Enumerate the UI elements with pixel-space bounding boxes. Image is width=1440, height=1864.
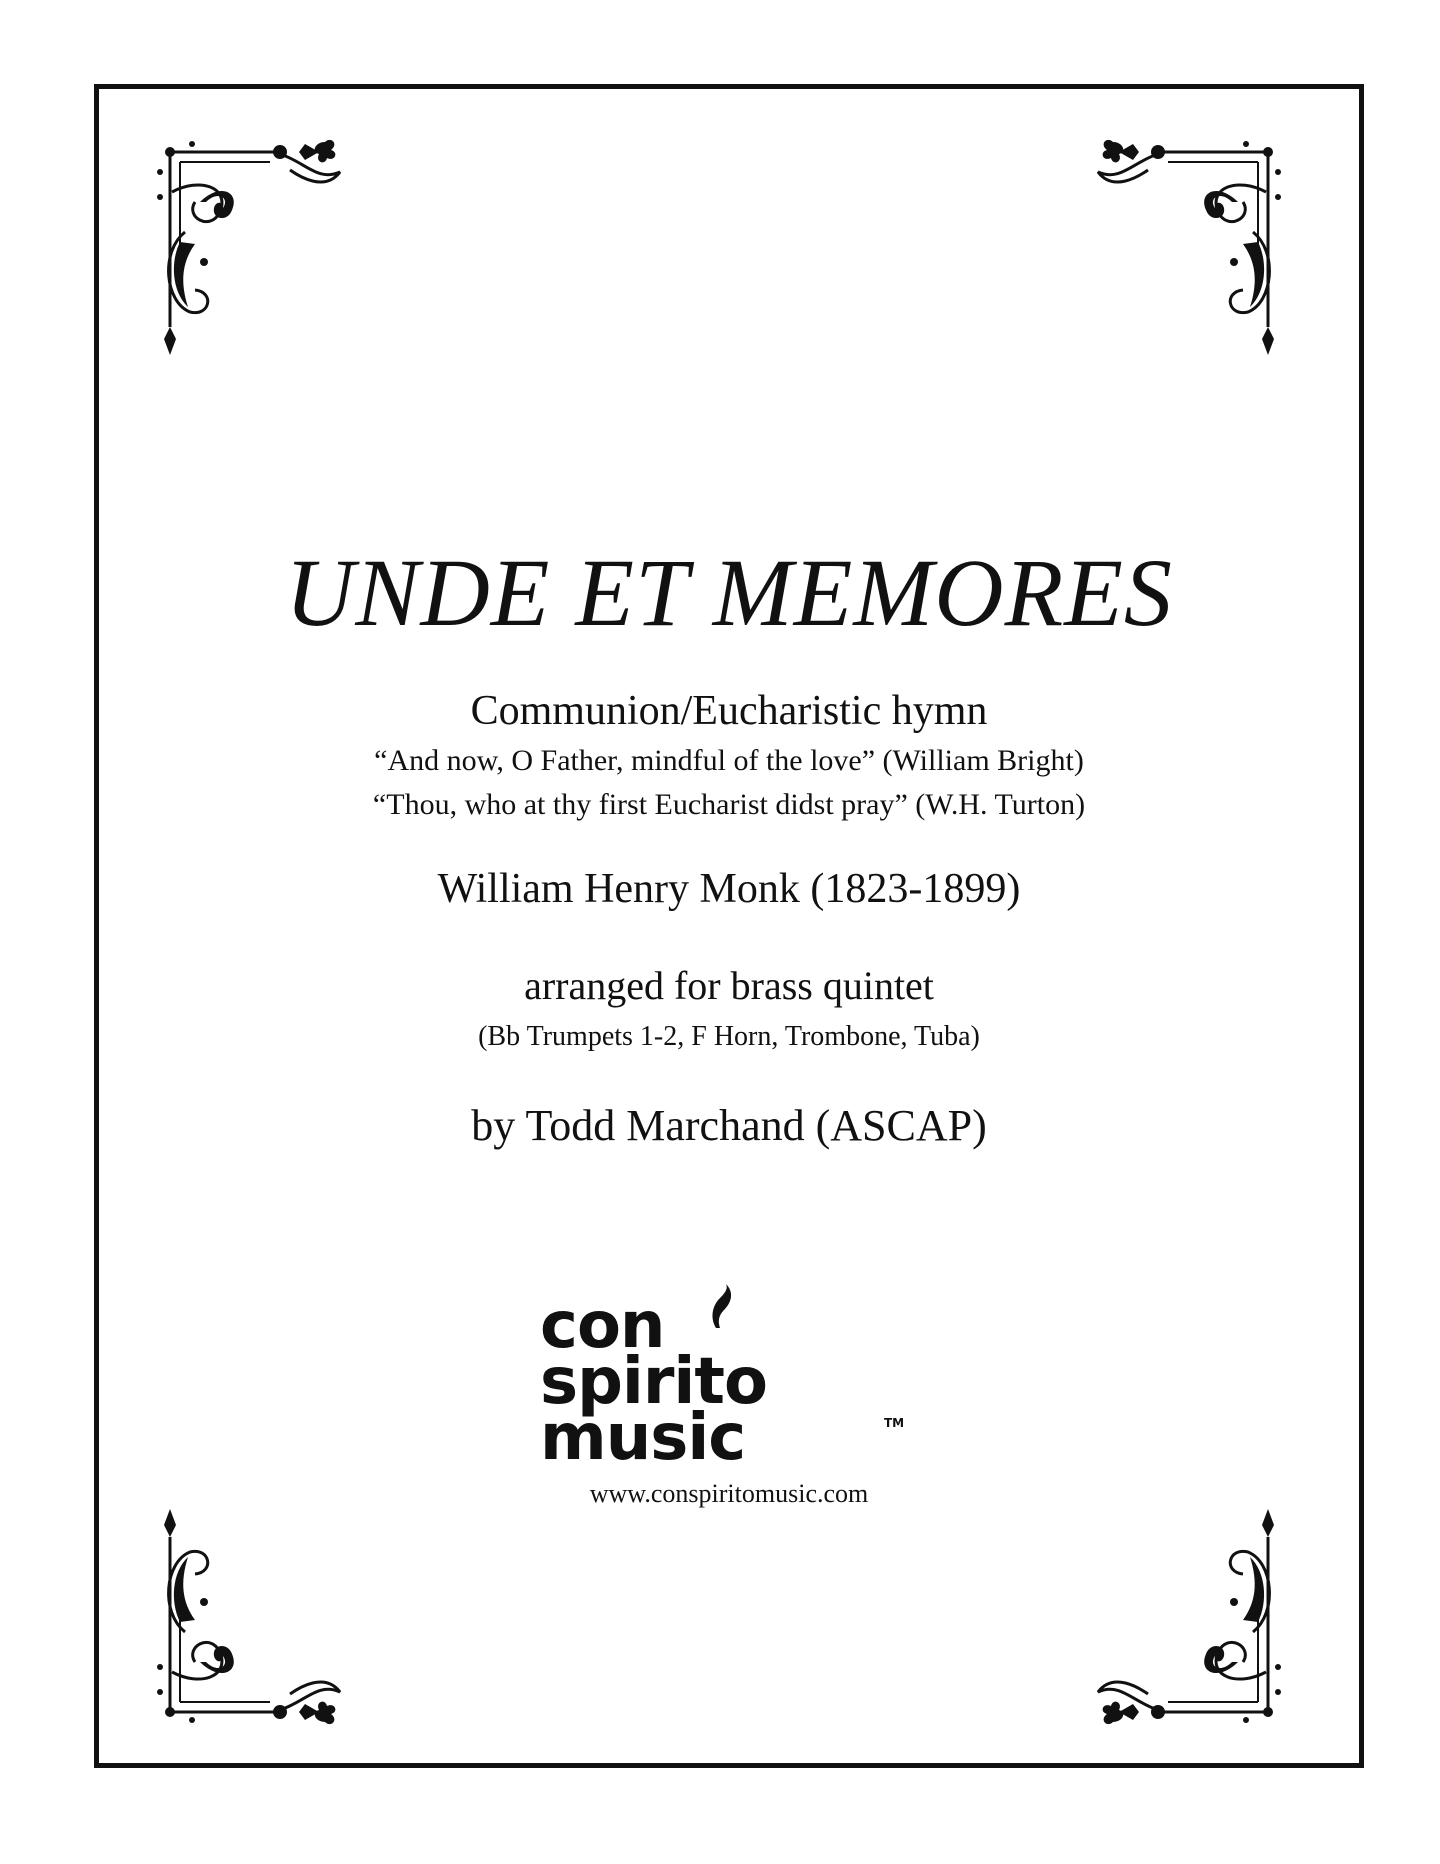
arranger-credit: by Todd Marchand (ASCAP) xyxy=(471,1101,987,1150)
trademark-mark: TM xyxy=(884,1416,905,1430)
corner-ornament-top-left xyxy=(140,132,350,362)
flourish-corner-icon xyxy=(1088,1502,1298,1732)
hymn-text-line: “Thou, who at thy first Eucharist didst pray” (W.H. Turton) xyxy=(372,788,1086,821)
corner-ornament-bottom-left xyxy=(140,1502,350,1732)
publisher-logo xyxy=(540,1289,920,1478)
flourish-corner-icon xyxy=(140,132,350,362)
composer-credit: William Henry Monk (1823-1899) xyxy=(437,866,1021,912)
corner-ornament-bottom-right xyxy=(1088,1502,1298,1732)
publisher-url[interactable]: www.conspiritomusic.com xyxy=(589,1479,869,1508)
logo-word-spirito: spirito xyxy=(540,1345,767,1419)
corner-ornament-top-right xyxy=(1088,132,1298,362)
page-title: UNDE ET MEMORES xyxy=(285,539,1173,646)
music-note-icon xyxy=(706,1284,736,1330)
flourish-corner-icon xyxy=(1088,132,1298,362)
flourish-corner-icon xyxy=(140,1502,350,1732)
logo-word-music: music xyxy=(540,1401,746,1475)
logo-word-con: con xyxy=(540,1289,665,1363)
arrangement-line: arranged for brass quintet xyxy=(524,963,934,1008)
instrumentation: (Bb Trumpets 1-2, F Horn, Trombone, Tuba) xyxy=(478,1021,980,1052)
hymn-subtitle: Communion/Eucharistic hymn xyxy=(470,688,988,734)
hymn-text-line: “And now, O Father, mindful of the love” (William Bright) xyxy=(374,744,1084,777)
